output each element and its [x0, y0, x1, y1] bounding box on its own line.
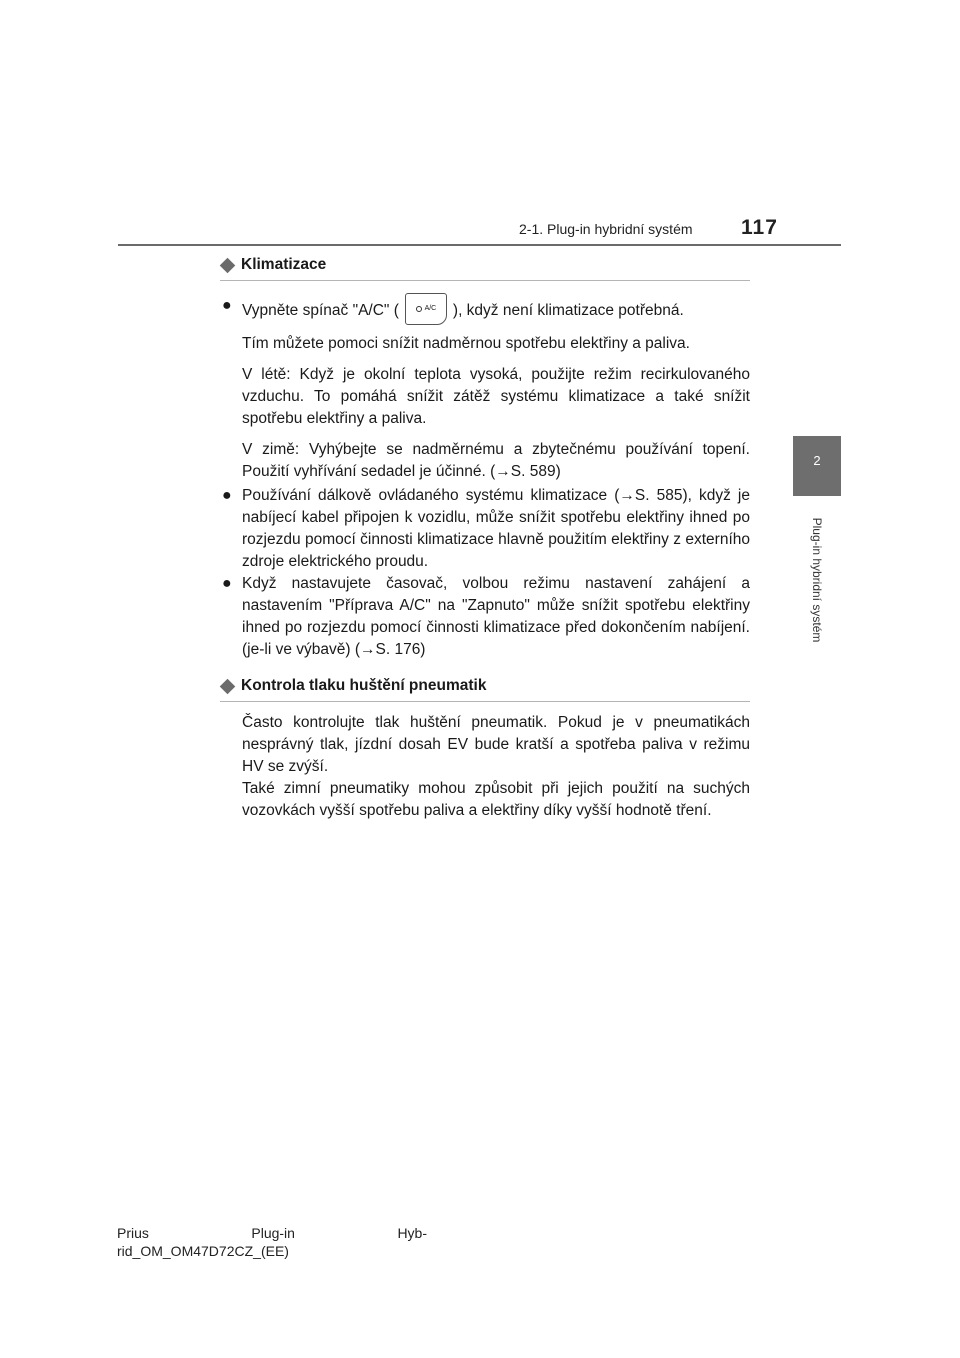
bullet-text-part: ), když není klimatizace potřebná.	[452, 302, 684, 320]
paragraph: Často kontrolujte tlak huštění pneumatik. Pokud je v pneumatikách nesprávný tlak, jízdní dosah EV bude kratší a spotřeba paliva v režimu HV se zvýší.	[242, 714, 750, 775]
page-number: 117	[741, 216, 778, 239]
chapter-label: Plug-in hybridní systém	[810, 517, 824, 643]
paragraph: V zimě: Vyhýbejte se nadměrnému a zbytečnému používání topení. Použití vyhřívání sedadel je účinné. (→S. 589)	[242, 441, 750, 480]
document-footer	[117, 1224, 427, 1260]
footer-line	[117, 1224, 427, 1242]
footer-text: Prius	[117, 1225, 149, 1241]
round-bullet-icon: ●	[222, 297, 232, 314]
chapter-tab[interactable]	[793, 436, 841, 496]
list-item	[222, 573, 750, 661]
paragraph: Také zimní pneumatiky mohou způsobit při jejich použití na suchých vozovkách vyšší spotřebu paliva a elektřiny díky vyšší hodnotě tření.	[242, 780, 750, 819]
footer-text: Hyb-	[397, 1225, 427, 1241]
bullet-text	[242, 295, 750, 327]
heading-text: Klimatizace	[241, 256, 327, 273]
footer-text: rid_OM_OM47D72CZ_(EE)	[117, 1243, 289, 1259]
section-heading-klimatizace	[220, 252, 750, 281]
list-item	[222, 295, 750, 327]
page-content	[222, 252, 750, 822]
ac-button-icon	[405, 293, 447, 325]
ac-icon-label: A/C	[424, 305, 437, 312]
diamond-bullet-icon	[220, 678, 236, 694]
list-item	[222, 485, 750, 573]
footer-text: Plug-in	[251, 1225, 295, 1241]
bullet-text-part: Vypněte spínač "A/C" (	[242, 302, 399, 320]
paragraph: V létě: Když je okolní teplota vysoká, použijte režim recirkulovaného vzduchu. To pomáhá snížit zátěž systému klimatizace a také snížit spotřebu elektřiny a paliva.	[242, 366, 750, 427]
header-divider	[118, 244, 841, 246]
diamond-bullet-icon	[220, 257, 236, 273]
round-bullet-icon: ●	[222, 575, 232, 592]
heading-text: Kontrola tlaku huštění pneumatik	[241, 677, 487, 694]
round-bullet-icon: ●	[222, 487, 232, 504]
section-heading-pneumatiky	[220, 673, 750, 702]
paragraph: Tím můžete pomoci snížit nadměrnou spotřebu elektřiny a paliva.	[242, 335, 690, 352]
bullet-text: Když nastavujete časovač, volbou režimu nastavení zahájení a nastavením "Příprava A/C" na "Zapnuto" může snížit spotřebu elektřiny ihned po rozjezdu pomocí činnosti klimatizace před dokončením nabíjení. (je-li ve výbavě) (→S. 176)	[242, 575, 750, 658]
bullet-text: Používání dálkově ovládaného systému klimatizace (→S. 585), když je nabíjecí kabel připojen k vozidlu, může snížit spotřebu elektřiny ihned po rozjezdu pomocí činnosti klimatizace hlavně použitím elektřiny z externího zdroje elektrického proudu.	[242, 487, 750, 570]
chapter-number: 2	[813, 453, 821, 468]
section-title: 2-1. Plug-in hybridní systém	[519, 221, 693, 237]
